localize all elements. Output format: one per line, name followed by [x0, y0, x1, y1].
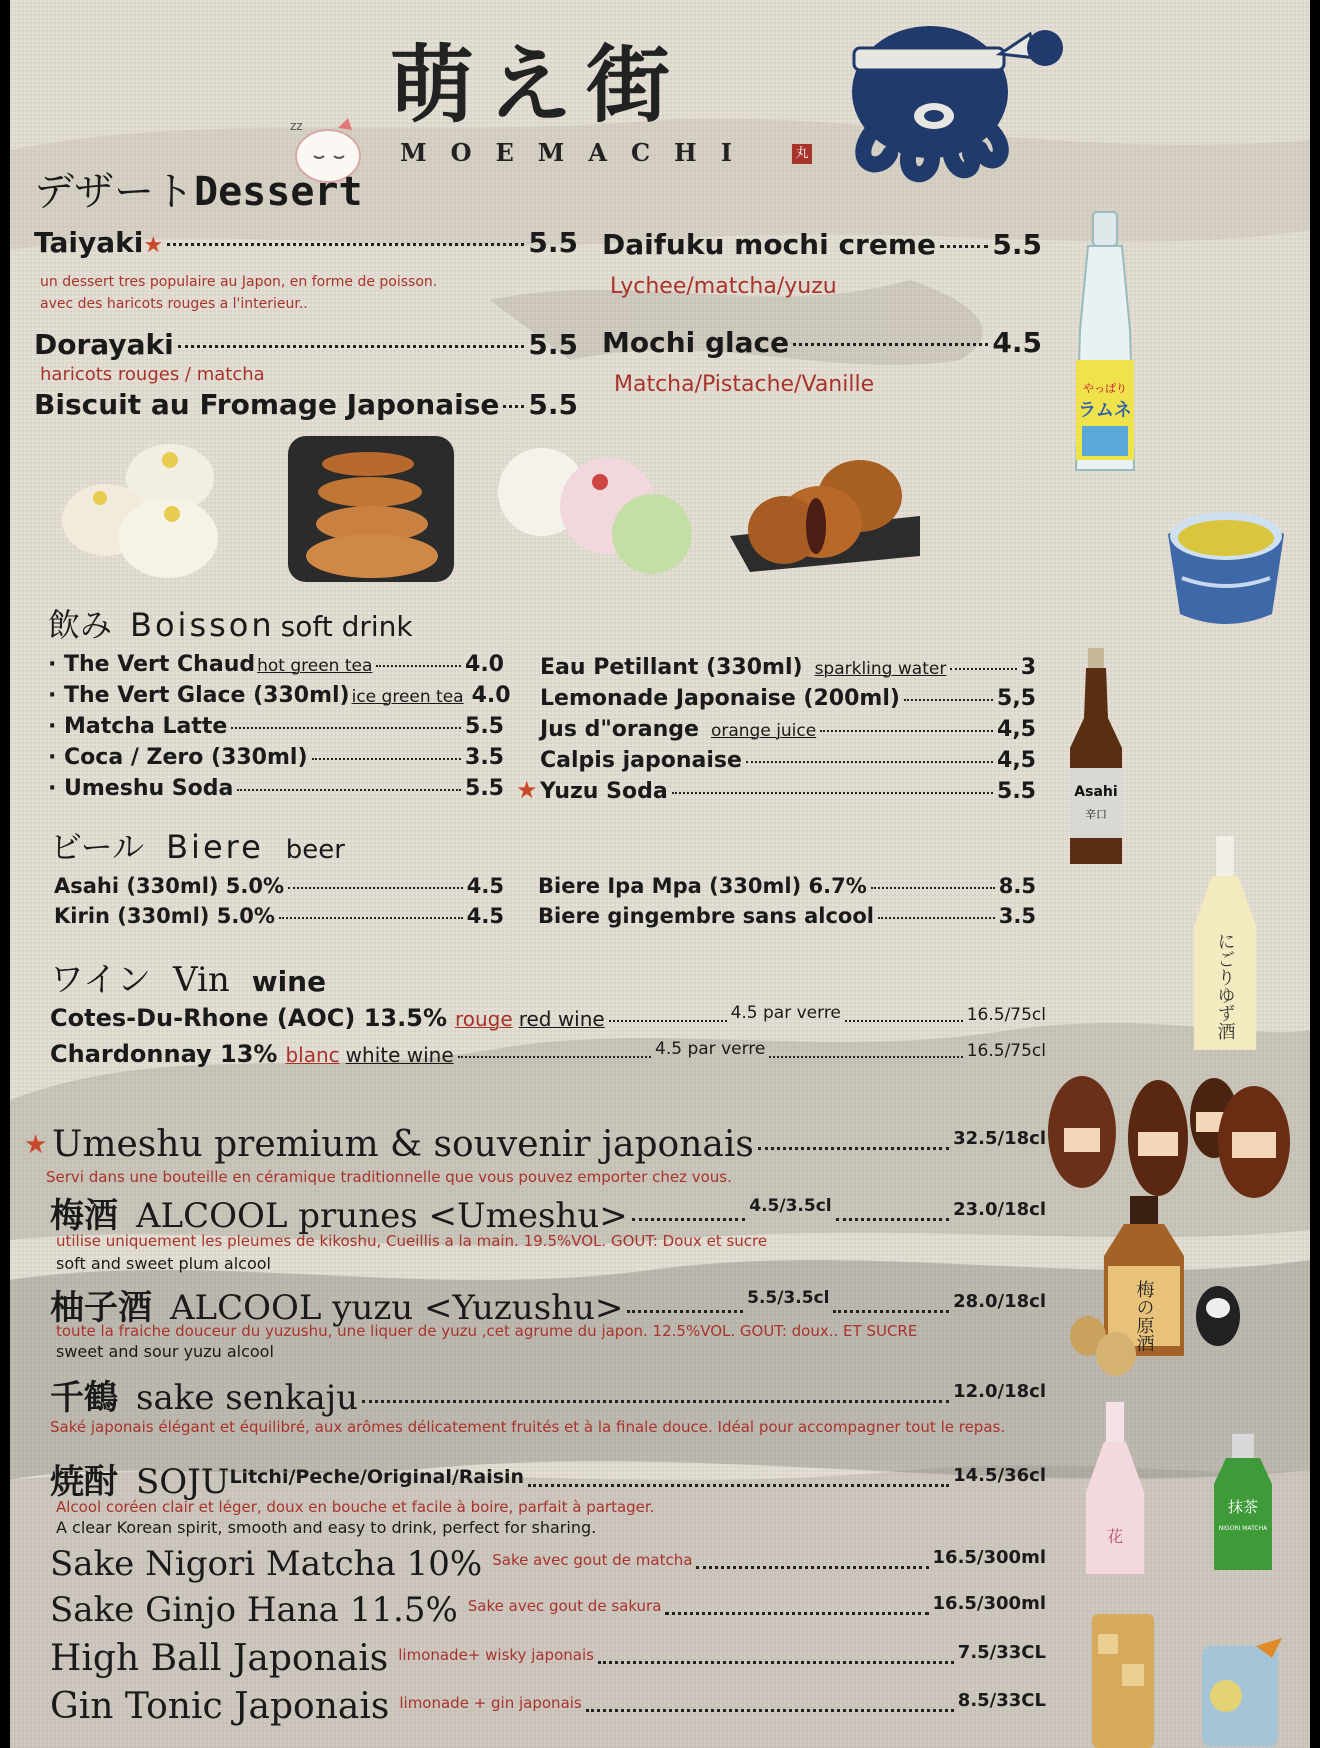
leader-dots	[793, 343, 988, 346]
mochi-glace-desc: Matcha/Pistache/Vanille	[614, 372, 875, 397]
boisson-item	[48, 714, 504, 739]
biere-item	[538, 874, 1036, 898]
item-name-jp: 焼酎	[50, 1462, 118, 1502]
item-price: 32.5/18cl	[953, 1128, 1046, 1149]
item-price: 28.0/18cl	[953, 1291, 1047, 1312]
wine-color: rouge	[454, 1007, 513, 1031]
boisson-item	[540, 655, 1036, 680]
alcool-item-sake	[50, 1370, 1046, 1419]
item-name-jp: 梅酒	[50, 1196, 118, 1236]
leader-dots	[586, 1709, 954, 1712]
item-desc: Alcool coréen clair et léger, doux en bouche et facile à boire, parfait à partager.	[56, 1498, 655, 1516]
item-note: limonade+ wisky japonais	[398, 1646, 594, 1664]
menu-item-mochi-glace	[602, 326, 1042, 359]
item-desc: utilise uniquement les pleumes de kikoshu, Cueillis a la main. 19.5%VOL. GOUT: Doux et sucre	[56, 1232, 768, 1250]
item-note: red wine	[518, 1007, 605, 1031]
asahi-bottle-photo	[1066, 648, 1126, 870]
item-desc: toute la fraiche douceur du yuzushu, une liquer de yuzu ,cet agrume du japon. 12.5%VOL. GOUT: doux.. ET SUCRE	[56, 1322, 918, 1340]
item-price: 5,5	[997, 686, 1036, 711]
item-name: ALCOOL yuzu <Yuzushu>	[170, 1288, 624, 1328]
hana-bottle-label: 花	[1106, 1527, 1124, 1546]
dessert-title	[34, 160, 363, 217]
item-note: hot green tea	[257, 656, 373, 676]
glass-price: 4.5 par verre	[730, 1003, 841, 1023]
item-price: 5.5	[465, 714, 504, 739]
boisson-title-fr: Boisson	[130, 606, 275, 644]
item-desc: A clear Korean spirit, smooth and easy to drink, perfect for sharing.	[56, 1518, 597, 1537]
leader-dots	[845, 1020, 963, 1022]
item-name: ALCOOL prunes <Umeshu>	[136, 1196, 628, 1236]
leader-dots	[362, 1400, 949, 1403]
leader-dots	[627, 1310, 743, 1313]
star-icon: ★	[143, 233, 164, 258]
item-name: Sake Ginjo Hana 11.5%	[50, 1590, 458, 1630]
wine-color: blanc	[285, 1043, 340, 1067]
item-price: 4.0	[465, 652, 504, 677]
glass-price: 4.5 par verre	[655, 1039, 766, 1059]
item-price: 8.5/33CL	[957, 1690, 1046, 1711]
leader-dots	[836, 1218, 950, 1221]
leader-dots	[598, 1661, 954, 1664]
item-name: Jus d"orange	[540, 717, 699, 742]
item-price: 5.5	[992, 228, 1042, 261]
item-note: Sake avec gout de matcha	[492, 1551, 693, 1569]
leader-dots	[878, 917, 995, 919]
biere-title-fr: Biere	[166, 828, 264, 866]
vin-title-fr: Vin	[172, 960, 230, 1000]
item-price: 4.0	[471, 683, 511, 708]
leader-dots	[940, 245, 988, 248]
leader-dots	[288, 887, 463, 889]
item-name: · Coca / Zero (330ml)	[48, 745, 308, 770]
item-name: Cotes-Du-Rhone (AOC) 13.5%	[50, 1004, 447, 1032]
boisson-item	[48, 776, 504, 801]
item-price: 4,5	[997, 748, 1036, 773]
biere-item	[54, 874, 504, 898]
item-name: Yuzu Soda	[540, 779, 668, 804]
umeshu-bottle-photo	[1068, 1196, 1248, 1380]
boisson-item	[540, 717, 1036, 742]
item-note: ice green tea	[351, 687, 464, 707]
daifuku-desc: Lychee/matcha/yuzu	[610, 274, 837, 299]
leader-dots	[950, 668, 1016, 670]
item-price: 3.5	[465, 745, 504, 770]
bottle-price: 16.5/75cl	[966, 1005, 1046, 1025]
biere-title-jp: ビール	[50, 828, 145, 866]
leader-dots	[528, 1484, 949, 1487]
leader-dots	[769, 1056, 962, 1058]
boisson-item	[540, 748, 1036, 773]
yuzu-sake-bottle-photo	[1190, 836, 1260, 1054]
item-note: white wine	[345, 1043, 454, 1067]
dessert-title-fr: Dessert	[194, 169, 363, 215]
item-name: High Ball Japonais	[50, 1638, 389, 1679]
boisson-sub: soft drink	[280, 610, 413, 643]
item-price: 14.5/36cl	[953, 1465, 1046, 1486]
highball-glass-photo	[1088, 1614, 1158, 1748]
item-note: orange juice	[710, 721, 817, 741]
vin-item	[50, 1004, 1046, 1032]
item-price: 5.5	[528, 388, 578, 421]
boisson-item	[48, 683, 511, 708]
item-name: Mochi glace	[602, 326, 790, 359]
item-name: · The Vert Glace (330ml)	[48, 683, 350, 708]
boisson-item	[540, 686, 1036, 711]
ramune-label: ラムネ	[1078, 400, 1132, 421]
item-name: Lemonade Japonaise (200ml)	[540, 686, 900, 711]
item-desc: soft and sweet plum alcool	[56, 1254, 271, 1273]
item-desc: Servi dans une bouteille en céramique traditionnelle que vous pouvez emporter chez vous.	[46, 1168, 732, 1186]
glass-price: 4.5/3.5cl	[749, 1196, 832, 1216]
leader-dots	[503, 405, 524, 408]
vin-title-jp: ワイン	[50, 960, 151, 1000]
svg-text:zz: zz	[290, 119, 303, 133]
star-icon: ★	[24, 1130, 48, 1160]
item-name-jp: 千鶴	[50, 1378, 118, 1418]
item-price: 7.5/33CL	[957, 1642, 1046, 1663]
boisson-item	[48, 745, 504, 770]
leader-dots	[279, 917, 463, 919]
bottle-price: 16.5/75cl	[966, 1041, 1046, 1061]
item-name: · The Vert Chaud	[48, 652, 256, 677]
leader-dots	[237, 789, 461, 791]
vin-sub: wine	[251, 965, 327, 998]
taiyaki-desc-1: un dessert tres populaire au Japon, en forme de poisson.	[40, 274, 438, 290]
umeshu-bottle-label: 梅の原酒	[1133, 1280, 1155, 1352]
leader-dots	[178, 345, 525, 348]
alcool-item-ginjo	[50, 1590, 1046, 1630]
vin-title	[50, 952, 326, 1001]
asahi-label-jp: 辛口	[1085, 808, 1107, 821]
item-name: Taiyaki	[34, 226, 144, 259]
item-name: Daifuku mochi creme	[602, 228, 937, 261]
item-price: 5.5	[465, 776, 504, 801]
leader-dots	[833, 1310, 949, 1313]
boisson-title-jp: 飲み	[48, 606, 113, 644]
alcool-item-soju	[50, 1454, 1046, 1503]
item-price: 5.5	[997, 779, 1036, 804]
alcool-item-nigori	[50, 1544, 1046, 1584]
item-note: sparkling water	[814, 659, 947, 679]
menu-item-dorayaki	[34, 328, 578, 361]
leader-dots	[632, 1218, 746, 1221]
item-name: Biscuit au Fromage Japonaise	[34, 388, 500, 421]
item-name: Biere gingembre sans alcool	[538, 904, 874, 928]
item-name: Kirin (330ml) 5.0%	[54, 904, 275, 928]
item-desc: sweet and sour yuzu alcool	[56, 1342, 274, 1361]
item-name: Umeshu premium & souvenir japonais	[52, 1124, 754, 1165]
leader-dots	[758, 1147, 949, 1150]
item-name: Calpis japonaise	[540, 748, 742, 773]
alcool-item-gintonic	[50, 1686, 1046, 1727]
biere-title	[50, 822, 345, 868]
vin-item	[50, 1040, 1046, 1068]
taiyaki-desc-2: avec des haricots rouges a l'interieur..	[40, 296, 308, 312]
gin-tonic-glass-photo	[1196, 1636, 1292, 1748]
item-name: Sake Nigori Matcha 10%	[50, 1544, 483, 1584]
item-name: Dorayaki	[34, 328, 174, 361]
item-name: Gin Tonic Japonais	[50, 1686, 390, 1727]
cheese-biscuit-photo	[60, 438, 230, 584]
green-tea-cup-photo	[1164, 504, 1288, 632]
menu-item-taiyaki	[34, 226, 578, 259]
biere-item	[54, 904, 504, 928]
item-price: 23.0/18cl	[953, 1199, 1046, 1220]
item-name: Chardonnay 13%	[50, 1040, 278, 1068]
boisson-item	[540, 779, 1036, 804]
alcool-item-highball	[50, 1638, 1046, 1679]
ramune-bottle-photo	[1060, 210, 1150, 480]
item-price: 5.5	[528, 226, 578, 259]
leader-dots	[672, 792, 993, 794]
dorayaki-desc: haricots rouges / matcha	[40, 364, 265, 385]
alcool-item-umeshu-premium	[52, 1124, 1046, 1165]
leader-dots	[231, 727, 461, 729]
taiyaki-photo	[288, 436, 454, 582]
biere-item	[538, 904, 1036, 928]
leader-dots	[312, 758, 462, 760]
yuzu-sake-label: にごりゆず酒	[1214, 932, 1236, 1040]
asahi-label: Asahi	[1074, 784, 1118, 800]
item-price: 3.5	[998, 904, 1036, 928]
item-price: 4.5	[466, 874, 504, 898]
leader-dots	[820, 730, 993, 732]
item-price: 16.5/300ml	[932, 1593, 1046, 1614]
item-note: Sake avec gout de sakura	[467, 1597, 662, 1615]
menu-item-biscuit	[34, 388, 578, 421]
item-price: 5.5	[528, 328, 578, 361]
item-price: 3	[1020, 655, 1036, 680]
alcool-item-umeshu	[50, 1188, 1046, 1237]
item-flavors: Litchi/Peche/Original/Raisin	[229, 1466, 525, 1488]
matcha-bottle-sub: NIGORI MATCHA	[1218, 1525, 1268, 1532]
item-price: 12.0/18cl	[953, 1381, 1046, 1402]
item-name: SOJU	[136, 1462, 230, 1502]
biere-sub: beer	[285, 835, 345, 865]
menu-page	[10, 0, 1310, 1748]
item-price: 4.5	[992, 326, 1042, 359]
item-name-jp: 柚子酒	[50, 1288, 152, 1328]
brand-seal: 丸	[792, 144, 812, 164]
item-price: 4.5	[466, 904, 504, 928]
leader-dots	[609, 1020, 727, 1022]
leader-dots	[904, 699, 993, 701]
star-icon: ★	[516, 776, 538, 804]
item-name: Biere Ipa Mpa (330ml) 6.7%	[538, 874, 867, 898]
leader-dots	[376, 665, 461, 667]
item-price: 4,5	[997, 717, 1036, 742]
item-name: · Matcha Latte	[48, 714, 228, 739]
matcha-bottle-label: 抹茶	[1227, 1498, 1259, 1516]
boisson-title	[48, 600, 413, 646]
item-price: 16.5/300ml	[932, 1547, 1046, 1568]
leader-dots	[696, 1566, 928, 1569]
item-desc: Saké japonais élégant et équilibré, aux arômes délicatement fruités et à la finale douce. Idéal pour accompagner tout le repas.	[50, 1418, 1006, 1436]
leader-dots	[871, 887, 995, 889]
item-price: 8.5	[998, 874, 1036, 898]
mochi-glace-photo	[496, 442, 692, 582]
item-name: Eau Petillant (330ml)	[540, 655, 803, 680]
dorayaki-photo	[730, 456, 920, 572]
glass-price: 5.5/3.5cl	[747, 1288, 830, 1308]
item-name: sake senkaju	[136, 1378, 359, 1418]
boisson-item	[48, 652, 504, 677]
sake-ginjo-hana-bottle-photo	[1084, 1402, 1146, 1578]
brand-kanji: 萌え街	[390, 35, 685, 134]
leader-dots	[665, 1612, 928, 1615]
leader-dots	[458, 1056, 651, 1058]
item-note: limonade + gin japonais	[399, 1694, 582, 1712]
leader-dots	[167, 243, 524, 246]
menu-item-daifuku	[602, 228, 1042, 261]
item-name: · Umeshu Soda	[48, 776, 234, 801]
item-name: Asahi (330ml) 5.0%	[54, 874, 285, 898]
octopus-mascot-icon	[840, 14, 1070, 184]
kokeshi-dolls-photo	[1046, 1072, 1294, 1202]
leader-dots	[746, 761, 993, 763]
ramune-label-small: やっぱり	[1083, 382, 1127, 395]
brand-latin: MOEMACHI	[400, 138, 756, 167]
sake-nigori-matcha-bottle-photo	[1212, 1434, 1274, 1572]
dessert-title-jp: デザート	[34, 169, 194, 215]
